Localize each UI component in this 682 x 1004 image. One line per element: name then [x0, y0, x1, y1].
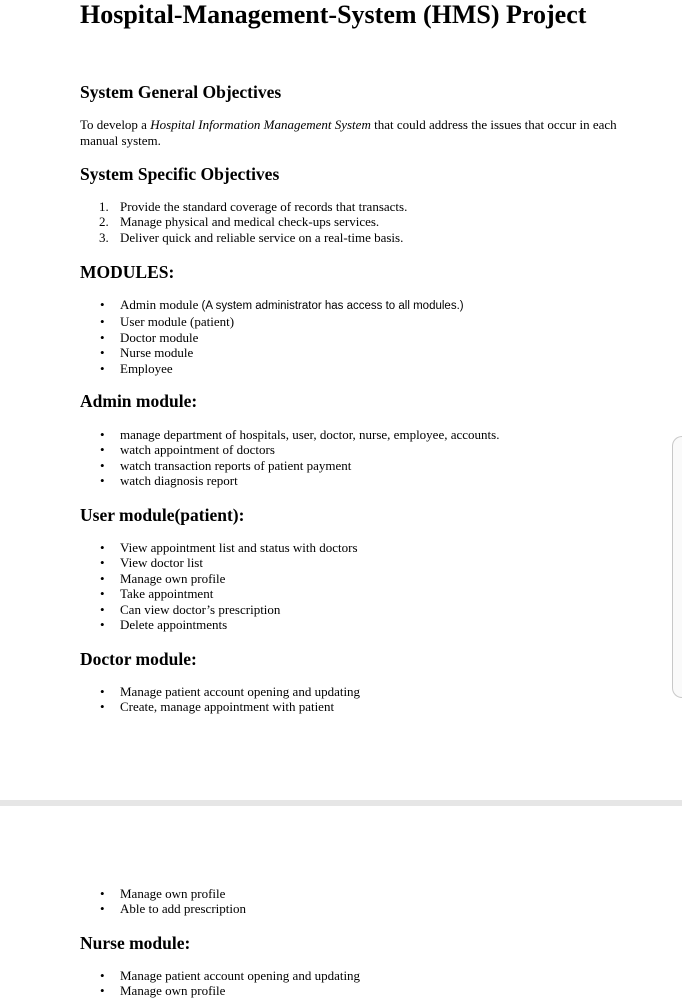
user-module-heading: User module(patient): — [80, 505, 245, 525]
document-title: Hospital-Management-System (HMS) Project — [80, 0, 587, 29]
admin-module-heading: Admin module: — [80, 391, 198, 411]
list-item: • Manage own profile — [80, 886, 246, 901]
doctor-module-heading: Doctor module: — [80, 649, 197, 669]
modules-list — [80, 297, 464, 376]
list-item: • Can view doctor’s prescription — [80, 602, 358, 617]
general-objectives-heading: System General Objectives — [80, 82, 282, 102]
list-item: • Create, manage appointment with patient — [80, 699, 360, 714]
list-item: • Manage patient account opening and updating — [80, 968, 360, 983]
general-objectives-text-after: that could address the issues that occur in each manual system. — [80, 117, 617, 148]
general-objectives-emphasis: Hospital Information Management System — [150, 117, 371, 132]
list-item: • Employee — [80, 361, 464, 376]
admin-module-list — [80, 427, 499, 489]
list-item: • manage department of hospitals, user, doctor, nurse, employee, accounts. — [80, 427, 499, 442]
list-item: • Doctor module — [80, 330, 464, 345]
list-item: • watch diagnosis report — [80, 473, 499, 488]
list-item: 2. Manage physical and medical check-ups services. — [99, 214, 380, 230]
document-page-2 — [0, 806, 682, 1004]
general-objectives-text-before: To develop a — [80, 117, 151, 132]
side-scroll-handle[interactable] — [672, 436, 682, 698]
list-item: 3. Deliver quick and reliable service on a real-time basis. — [99, 229, 404, 245]
list-item: • User module (patient) — [80, 314, 464, 329]
user-module-list — [80, 540, 358, 632]
nurse-module-list — [80, 968, 360, 999]
list-item: • Delete appointments — [80, 617, 358, 632]
specific-objectives-heading: System Specific Objectives — [80, 164, 280, 184]
specific-objectives-list — [80, 199, 407, 245]
list-item: • Nurse module — [80, 345, 464, 360]
list-item: • Take appointment — [80, 586, 358, 601]
list-item: • View doctor list — [80, 555, 358, 570]
list-item: • Manage patient account opening and updating — [80, 684, 360, 699]
doctor-module-list — [80, 684, 360, 715]
doctor-module-list-continued — [80, 886, 246, 917]
modules-heading: MODULES: — [80, 262, 175, 282]
general-objectives-paragraph — [80, 117, 620, 149]
list-item: • watch transaction reports of patient payment — [80, 458, 499, 473]
list-item: • Able to add prescription — [80, 901, 246, 916]
list-item: • watch appointment of doctors — [80, 442, 499, 457]
list-item: • View appointment list and status with doctors — [80, 540, 358, 555]
list-item: • Manage own profile — [80, 571, 358, 586]
list-item: • Admin module (A system administrator has access to all modules.) — [80, 297, 464, 314]
list-item: 1. Provide the standard coverage of records that transacts. — [99, 199, 408, 214]
nurse-module-heading: Nurse module: — [80, 933, 191, 953]
list-item: • Manage own profile — [80, 983, 360, 998]
